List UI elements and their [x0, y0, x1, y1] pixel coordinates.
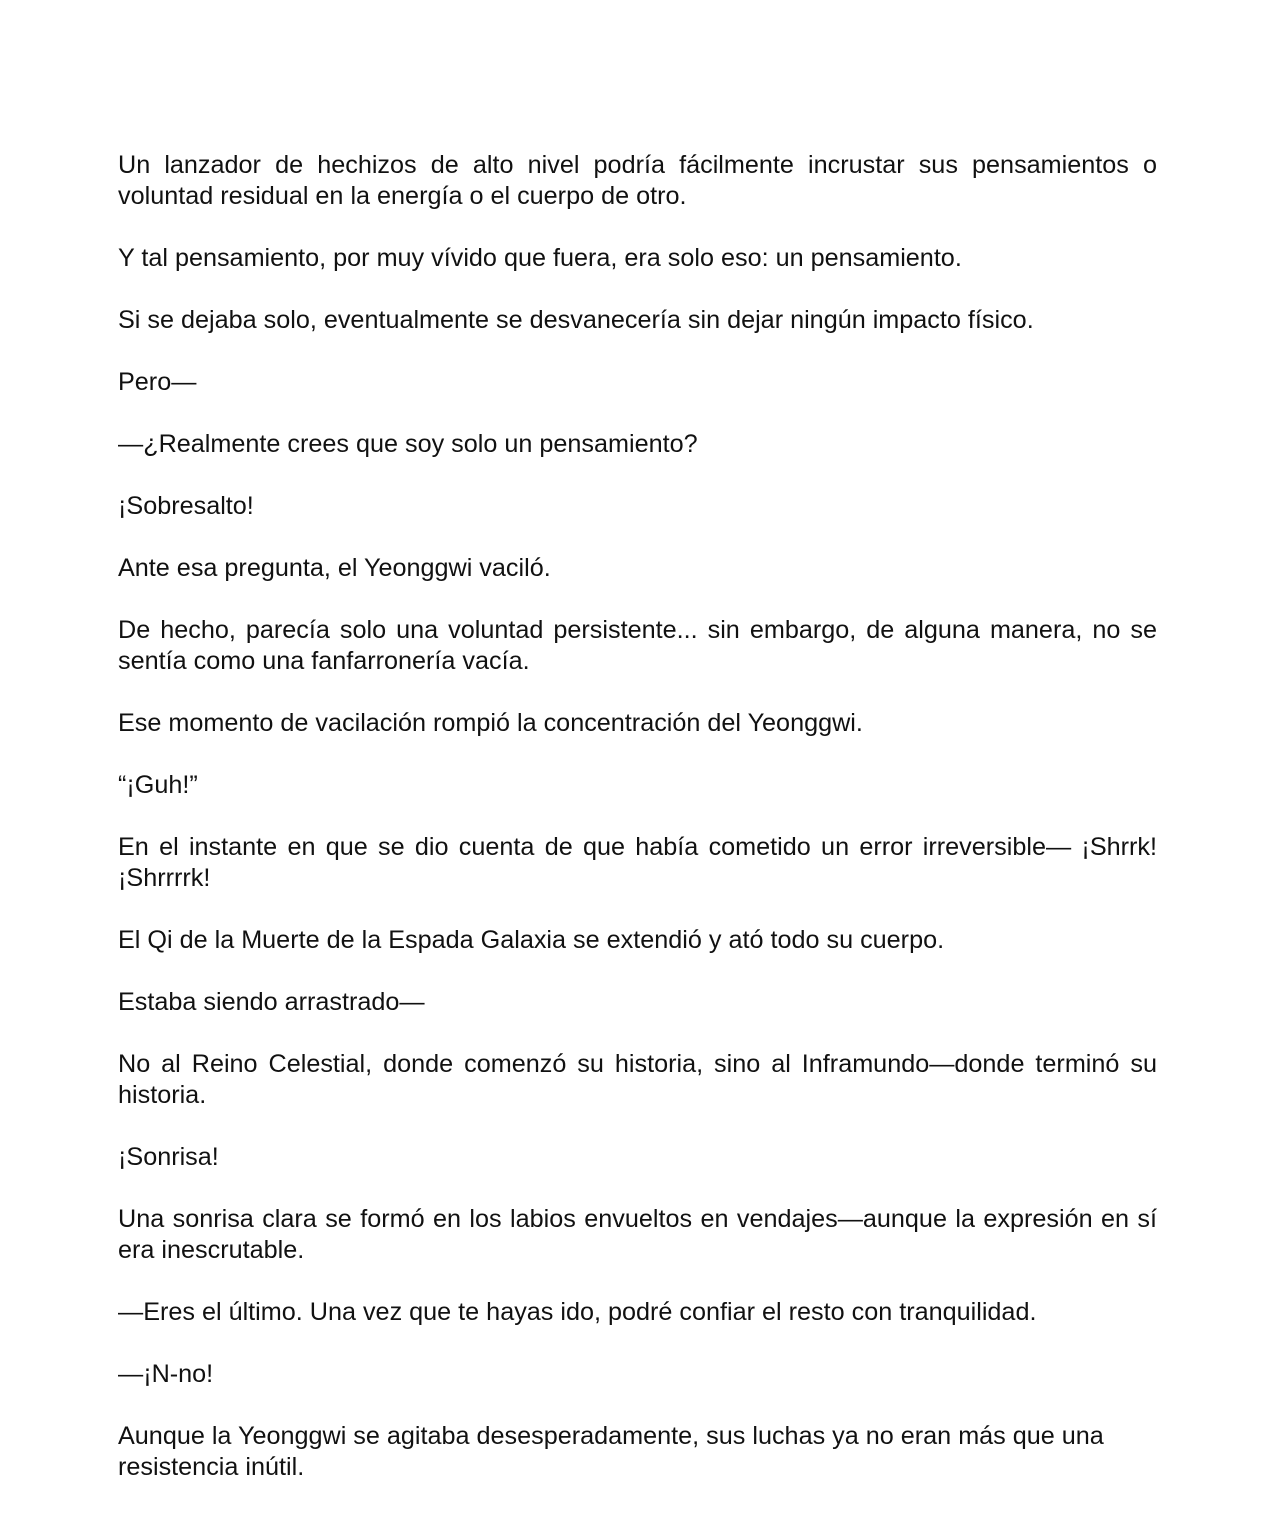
paragraph: No al Reino Celestial, donde comenzó su historia, sino al Inframundo—donde terminó su historia.: [118, 1050, 1157, 1109]
paragraph: —Eres el último. Una vez que te hayas ido, podré confiar el resto con tranquilidad.: [118, 1298, 1037, 1326]
paragraph: ¡Sonrisa!: [118, 1143, 219, 1171]
paragraph: Un lanzador de hechizos de alto nivel podría fácilmente incrustar sus pensamientos o voluntad residual en la energía o el cuerpo de otro.: [118, 151, 1157, 210]
paragraph: “¡Guh!”: [118, 771, 198, 799]
paragraph: Si se dejaba solo, eventualmente se desvanecería sin dejar ningún impacto físico.: [118, 306, 1034, 334]
paragraph: Ante esa pregunta, el Yeonggwi vaciló.: [118, 554, 551, 582]
paragraph: De hecho, parecía solo una voluntad persistente... sin embargo, de alguna manera, no se sentía como una fanfarronería vacía.: [118, 616, 1157, 675]
paragraph: En el instante en que se dio cuenta de que había cometido un error irreversible— ¡Shrrk! ¡Shrrrrk!: [118, 833, 1157, 892]
paragraph: Aunque la Yeonggwi se agitaba desesperadamente, sus luchas ya no eran más que una resistencia inútil.: [118, 1422, 1104, 1481]
document-page: [118, 150, 1157, 1514]
paragraph: Y tal pensamiento, por muy vívido que fuera, era solo eso: un pensamiento.: [118, 244, 962, 272]
paragraph: Una sonrisa clara se formó en los labios envueltos en vendajes—aunque la expresión en sí era inescrutable.: [118, 1205, 1157, 1264]
paragraph: ¡Sobresalto!: [118, 492, 254, 520]
paragraph: El Qi de la Muerte de la Espada Galaxia se extendió y ató todo su cuerpo.: [118, 926, 945, 954]
paragraph: —¡N-no!: [118, 1360, 214, 1388]
paragraph: Pero—: [118, 368, 197, 396]
paragraph: —¿Realmente crees que soy solo un pensamiento?: [118, 430, 698, 458]
paragraph: Ese momento de vacilación rompió la concentración del Yeonggwi.: [118, 709, 863, 737]
paragraph: Estaba siendo arrastrado—: [118, 988, 425, 1016]
